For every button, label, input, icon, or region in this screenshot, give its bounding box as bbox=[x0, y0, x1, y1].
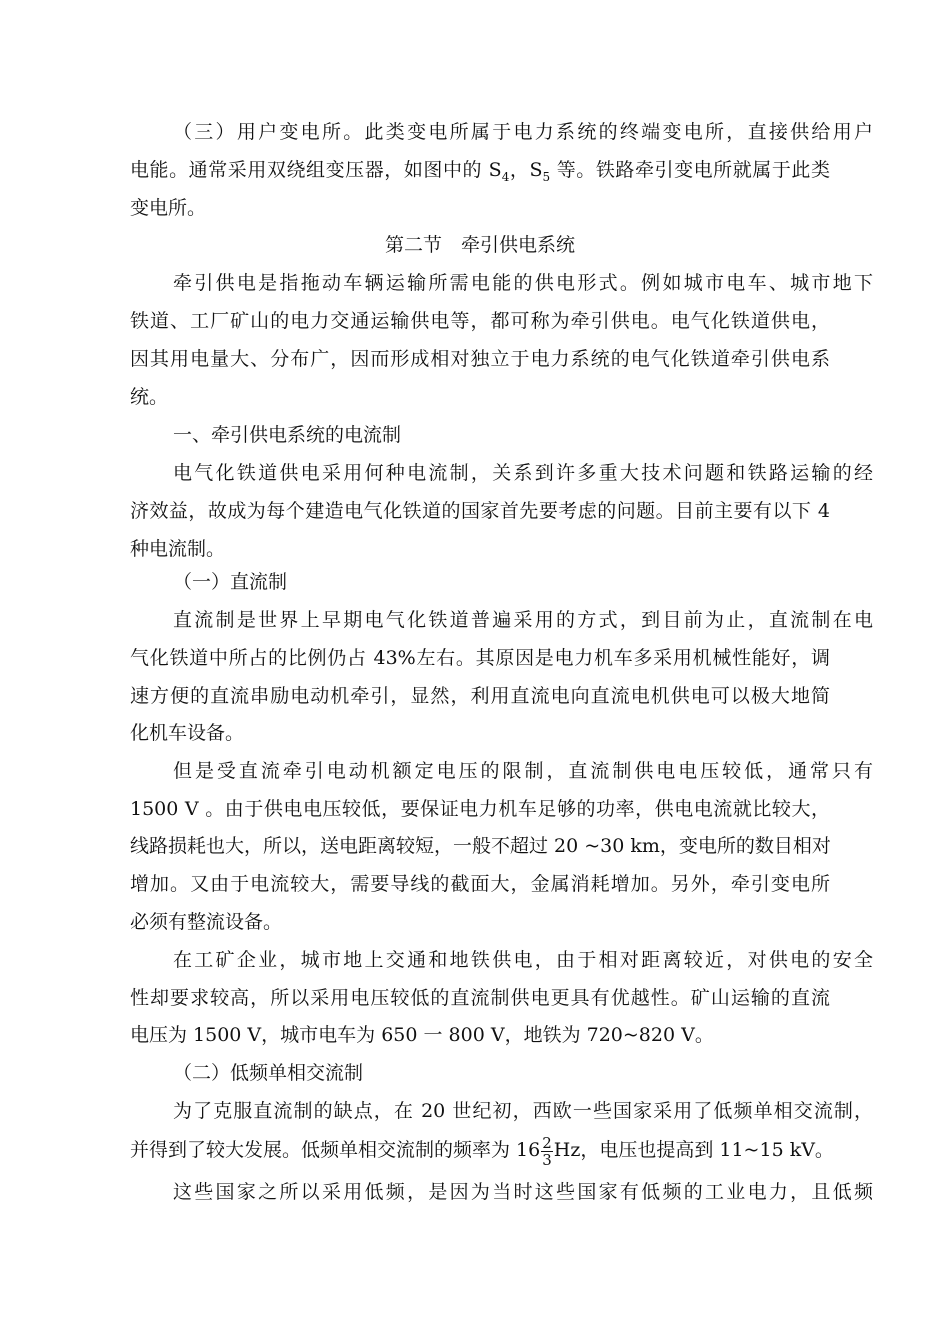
paragraph-low-frequency-reason-line-1: 这些国家之所以采用低频，是因为当时这些国家有低频的工业电力，且低频 bbox=[173, 1181, 873, 1203]
paragraph-dc-voltage-line-1: 但是受直流牵引电动机额定电压的限制，直流制供电电压较低，通常只有 bbox=[173, 760, 873, 782]
paragraph-industrial-line-2: 性却要求较高，所以采用电压较低的直流制供电更具有优越性。矿山运输的直流 bbox=[130, 987, 830, 1009]
paragraph-traction-line-3: 因其用电量大、分布广，因而形成相对独立于电力系统的电气化铁道牵引供电系 bbox=[130, 348, 830, 370]
paragraph-dc-line-2: 气化铁道中所占的比例仍占 43%左右。其原因是电力机车多采用机械性能好，调 bbox=[130, 647, 830, 669]
paragraph-current-choice-line-1: 电气化铁道供电采用何种电流制，关系到许多重大技术问题和铁路运输的经 bbox=[173, 462, 873, 484]
fraction-two-thirds: $\frac{2}{3}$ bbox=[542, 1133, 552, 1169]
paragraph-low-frequency-line-1: 为了克服直流制的缺点，在 20 世纪初，西欧一些国家采用了低频单相交流制， bbox=[173, 1100, 873, 1122]
paragraph-user-substation-line-2: 电能。通常采用双绕组变压器，如图中的 $S_4$，$S_5$ 等。铁路牵引变电所就属于此类 bbox=[130, 159, 830, 184]
paragraph-user-substation-line-1: （三）用户变电所。此类变电所属于电力系统的终端变电所，直接供给用户 bbox=[173, 121, 873, 143]
paragraph-current-choice-line-2: 济效益，故成为每个建造电气化铁道的国家首先要考虑的问题。目前主要有以下 4 bbox=[130, 500, 830, 522]
paragraph-industrial-line-3: 电压为 1500 V，城市电车为 650 一 800 V，地铁为 720~820 V。 bbox=[130, 1024, 714, 1046]
paragraph-dc-line-1: 直流制是世界上早期电气化铁道普遍采用的方式，到目前为止，直流制在电 bbox=[173, 609, 873, 631]
section-title: 第二节 牵引供电系统 bbox=[384, 234, 575, 256]
paragraph-current-choice-line-3: 种电流制。 bbox=[130, 538, 226, 560]
heading-low-frequency-ac: （二）低频单相交流制 bbox=[173, 1062, 364, 1084]
paragraph-low-frequency-line-2: 并得到了较大发展。低频单相交流制的频率为 16 $\frac{2}{3}$ Hz，电压也提高到 11~15 kV。 bbox=[130, 1133, 834, 1169]
paragraph-dc-voltage-line-2: 1500 V 。由于供电电压较低，要保证电力机车足够的功率，供电电流就比较大， bbox=[130, 798, 830, 820]
heading-dc-system: （一）直流制 bbox=[173, 571, 288, 593]
paragraph-dc-voltage-line-3: 线路损耗也大，所以，送电距离较短，一般不超过 20 ~30 km，变电所的数目相对 bbox=[130, 835, 831, 857]
paragraph-dc-voltage-line-5: 必须有整流设备。 bbox=[130, 911, 283, 933]
heading-current-system: 一、牵引供电系统的电流制 bbox=[173, 424, 402, 446]
paragraph-traction-line-1: 牵引供电是指拖动车辆运输所需电能的供电形式。例如城市电车、城市地下 bbox=[173, 272, 873, 294]
paragraph-traction-line-4: 统。 bbox=[130, 386, 169, 408]
paragraph-industrial-line-1: 在工矿企业，城市地上交通和地铁供电，由于相对距离较近，对供电的安全 bbox=[173, 949, 873, 971]
paragraph-user-substation-line-3: 变电所。 bbox=[130, 197, 207, 219]
paragraph-dc-voltage-line-4: 增加。又由于电流较大，需要导线的截面大，金属消耗增加。另外，牵引变电所 bbox=[130, 873, 830, 895]
paragraph-traction-line-2: 铁道、工厂矿山的电力交通运输供电等，都可称为牵引供电。电气化铁道供电， bbox=[130, 310, 830, 332]
paragraph-dc-line-3: 速方便的直流串励电动机牵引，显然，利用直流电向直流电机供电可以极大地简 bbox=[130, 685, 830, 707]
paragraph-dc-line-4: 化机车设备。 bbox=[130, 722, 245, 744]
